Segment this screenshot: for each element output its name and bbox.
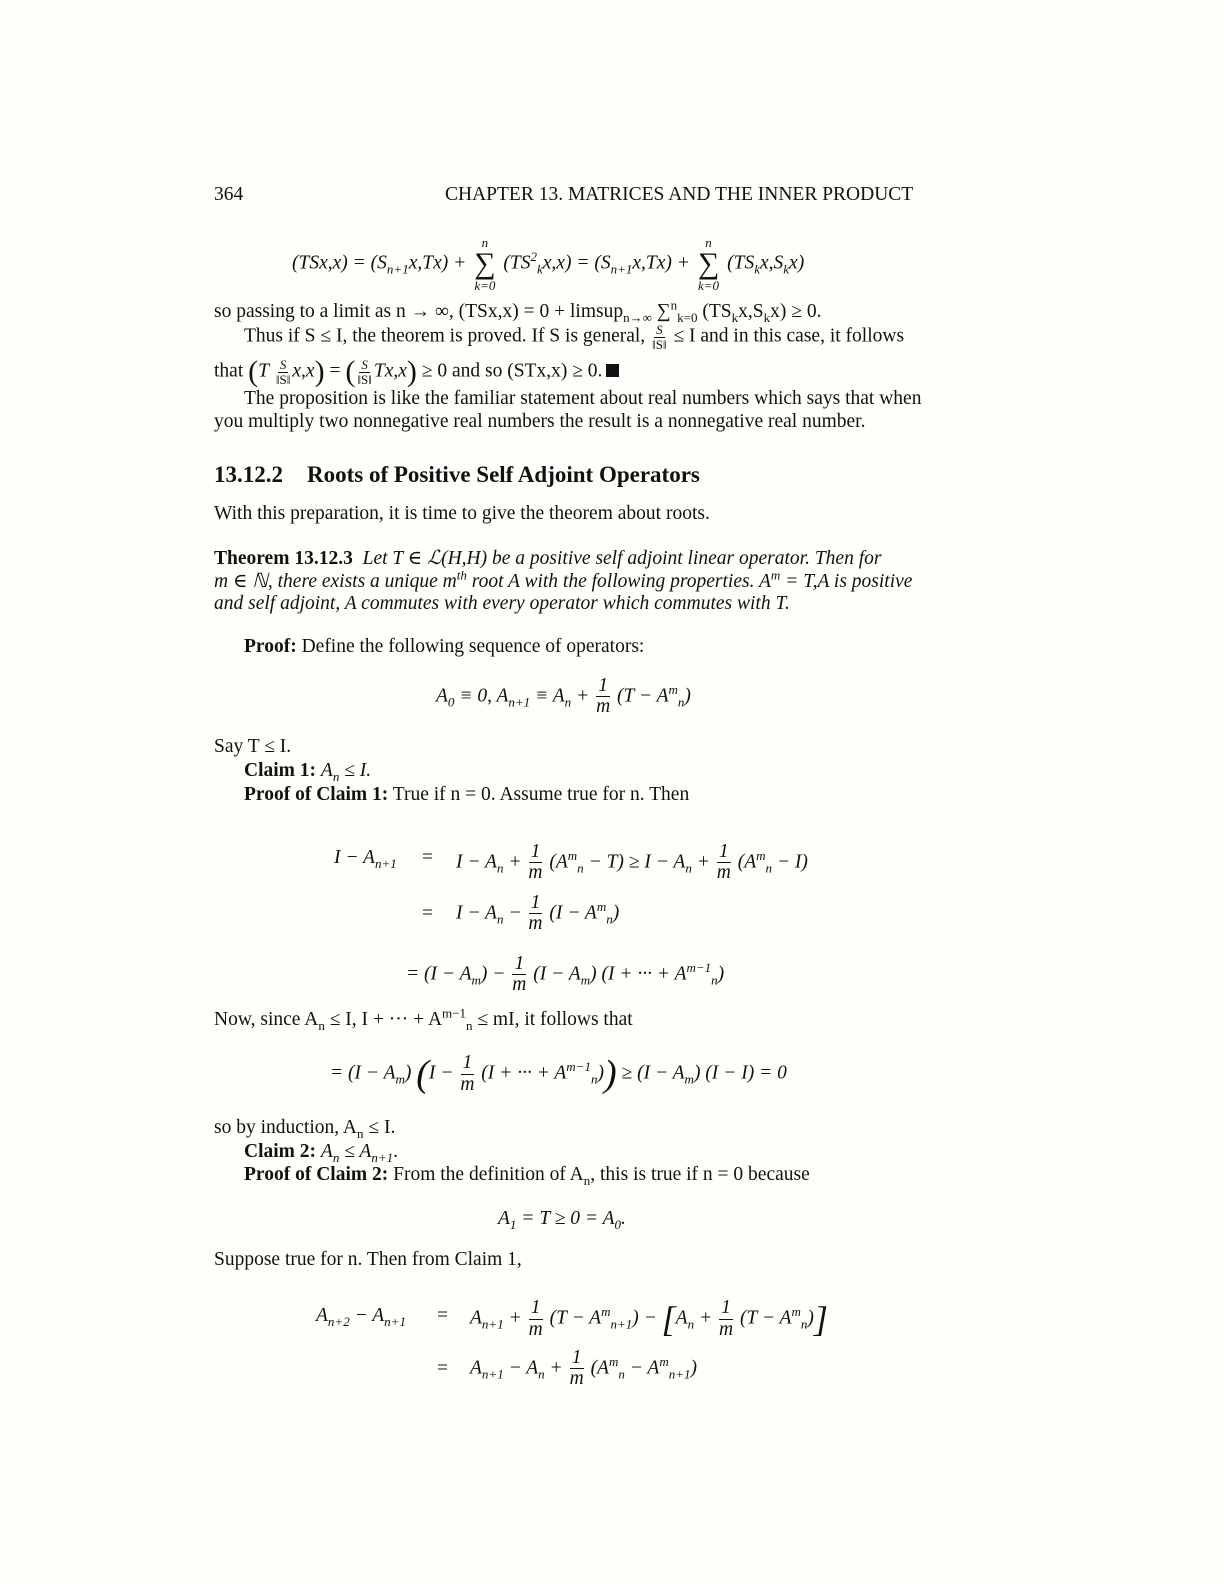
denominator: ‖S‖ <box>275 371 291 387</box>
denominator: m <box>528 862 543 884</box>
sup: n <box>670 297 678 313</box>
text: m ∈ ℕ, there exists a unique m <box>214 571 457 592</box>
sup: m <box>770 567 781 583</box>
eq-sub: k <box>754 261 760 277</box>
sup: m−1 <box>442 1005 466 1021</box>
denominator: ‖S‖ <box>357 371 372 387</box>
text: = (I − A <box>406 963 472 985</box>
text: + <box>691 851 710 873</box>
text: (I − A <box>549 902 597 924</box>
text: so passing to a limit as n → ∞, (TSx,x) = 0 + limsup <box>214 301 624 322</box>
eq-sub: k <box>537 261 543 277</box>
equation-tsx <box>292 236 804 292</box>
sup: m <box>668 681 678 697</box>
text: ) <box>684 685 691 707</box>
sup: m <box>791 1303 801 1319</box>
text: Let T ∈ ℒ(H,H) be a positive self adjoint linear operator. Then for <box>362 548 882 569</box>
eq-text: x,Tx) + <box>632 252 690 274</box>
denominator: m <box>719 1318 734 1340</box>
sub: n+1 <box>610 1316 633 1332</box>
text: ≤ I. <box>339 760 372 781</box>
eq-sup: 2 <box>530 248 537 264</box>
sub: 1 <box>509 1216 517 1232</box>
sub: n <box>765 860 773 876</box>
numerator: 1 <box>718 841 729 862</box>
sub: m <box>580 972 591 988</box>
fraction <box>570 1348 584 1390</box>
sub: k <box>731 309 739 325</box>
relation: = <box>422 847 433 868</box>
claim-label: Claim 2: <box>244 1141 317 1162</box>
bracket: [ <box>661 1299 676 1339</box>
fraction <box>596 676 610 718</box>
sub: n+1 <box>481 1316 504 1332</box>
numerator: S <box>656 322 663 337</box>
text: that <box>214 360 244 382</box>
text: + <box>503 851 522 873</box>
numerator: S <box>279 356 287 372</box>
page-number: 364 <box>214 184 244 205</box>
align-row-3 <box>406 954 724 996</box>
sub: n <box>687 1316 695 1332</box>
text: A <box>470 1307 482 1329</box>
running-title: CHAPTER 13. MATRICES AND THE INNER PRODUCT <box>445 184 914 205</box>
text: = T,A is positive <box>780 571 913 592</box>
fraction <box>652 323 667 351</box>
numerator: S <box>361 356 368 372</box>
claim-label: Claim 1: <box>244 760 317 781</box>
text: − <box>503 902 522 924</box>
theorem-label: Theorem 13.12.3 <box>214 548 353 569</box>
claim-label: Proof of Claim 2: <box>244 1164 389 1185</box>
relation: = <box>437 1358 448 1379</box>
text: ≡ A <box>530 685 565 707</box>
sub: k=0 <box>677 309 698 325</box>
text: True if n = 0. Assume true for n. Then <box>392 784 690 805</box>
text-line: you multiply two nonnegative real numbers the result is a nonnegative real number. <box>214 411 866 432</box>
text: (I + ··· + A <box>481 1062 567 1084</box>
sub: n <box>465 1017 473 1033</box>
align2-row-2 <box>470 1348 697 1390</box>
sup: m <box>567 847 578 863</box>
text-line <box>244 636 644 658</box>
denominator: m <box>596 696 611 718</box>
text: + <box>694 1307 713 1329</box>
denominator: m <box>512 974 527 996</box>
text-line <box>214 1005 633 1033</box>
text: root A with the following properties. A <box>466 571 771 592</box>
sub: n <box>685 860 692 876</box>
sub: n <box>357 1125 364 1141</box>
summation <box>698 236 719 292</box>
eq-sub: n+1 <box>610 261 633 277</box>
theorem-line: and self adjoint, A commutes with every operator which commutes with T. <box>214 593 790 614</box>
sub: n+1 <box>668 1366 691 1382</box>
fraction <box>512 954 526 996</box>
numerator: 1 <box>530 841 541 862</box>
text: I − <box>428 1062 454 1084</box>
paren: ( <box>416 1053 429 1095</box>
text: − T) ≥ I − A <box>583 851 686 873</box>
fraction <box>717 842 731 884</box>
relation: = <box>437 1305 448 1326</box>
text: Now, since A <box>214 1009 319 1030</box>
text: ) <box>612 902 620 924</box>
text: Thus if S ≤ I, the theorem is proved. If S is general, <box>244 325 646 347</box>
sum-lower: k=0 <box>698 278 720 293</box>
sub: m <box>471 972 481 988</box>
definition-equation <box>436 676 691 718</box>
text: (T − A <box>739 1307 792 1329</box>
paren: ) <box>603 1053 617 1095</box>
text: − A <box>349 1305 385 1326</box>
section-title: Roots of Positive Self Adjoint Operators <box>307 462 700 487</box>
sum-upper: n <box>705 235 712 250</box>
text: (I − A <box>533 963 581 985</box>
text: A <box>470 1357 482 1379</box>
sub: n <box>583 1172 591 1188</box>
sub: n <box>677 694 685 710</box>
text: T <box>258 360 269 382</box>
text: ) <box>717 963 725 985</box>
text: − I) <box>772 851 808 873</box>
text: A <box>320 1141 333 1162</box>
text: ) − <box>480 963 506 985</box>
paren: ) <box>314 355 325 388</box>
claim-label: Proof of Claim 1: <box>244 784 389 805</box>
text: ≡ 0, A <box>454 685 509 707</box>
numerator: 1 <box>530 1297 541 1319</box>
text-line <box>214 355 619 389</box>
text: I − A <box>334 847 375 868</box>
eq-text: x,S <box>759 252 784 274</box>
text: ) <box>807 1307 814 1329</box>
text-line <box>244 323 904 351</box>
sup: m <box>601 1303 611 1319</box>
sub: n+1 <box>508 694 531 710</box>
sup: th <box>456 567 467 583</box>
sup: m−1 <box>566 1058 591 1074</box>
paren: ( <box>248 355 259 388</box>
align-row-2 <box>456 893 619 935</box>
text: so by induction, A <box>214 1117 358 1138</box>
text: = <box>329 360 341 382</box>
text-line <box>214 1117 395 1139</box>
eq-text: x,x) = (S <box>542 252 611 274</box>
sub: 0 <box>447 694 455 710</box>
eq-text: (TSx,x) = (S <box>292 252 387 274</box>
sup: m−1 <box>686 959 712 975</box>
numerator: 1 <box>598 675 608 696</box>
align-row-1 <box>334 847 397 869</box>
align-row-1-rhs <box>456 842 808 884</box>
text: x,S <box>738 301 764 322</box>
text: ≤ I and in this case, it follows <box>673 325 905 347</box>
section-number: 13.12.2 <box>214 462 283 487</box>
fraction <box>276 358 291 386</box>
text: ) (I − I) = 0 <box>693 1062 787 1084</box>
sub: 0 <box>614 1216 621 1232</box>
text: . <box>621 1208 626 1229</box>
numerator: 1 <box>514 953 525 974</box>
sub: m <box>684 1071 694 1087</box>
sum-symbol: ∑ <box>474 247 496 280</box>
text: A <box>316 1305 328 1326</box>
text: − A <box>624 1357 660 1379</box>
text: ≤ I. <box>363 1117 396 1138</box>
paren: ( <box>345 355 356 388</box>
align2-row-1 <box>470 1298 828 1340</box>
text: A <box>675 1307 688 1329</box>
text: + <box>571 685 590 707</box>
text: . <box>393 1141 398 1162</box>
theorem-line <box>214 546 881 570</box>
eq-text: x,Tx) + <box>408 252 467 274</box>
sub: n <box>606 911 613 927</box>
sub: n <box>318 1017 325 1033</box>
text-line: The proposition is like the familiar statement about real numbers which says that when <box>244 388 922 409</box>
text: ) (I + ··· + A <box>590 963 687 985</box>
text-line <box>214 297 822 325</box>
text: ) <box>597 1062 604 1084</box>
sum-upper: n <box>481 235 489 250</box>
text: A <box>436 685 448 707</box>
sub: n+1 <box>374 855 397 871</box>
section-heading <box>214 462 700 488</box>
eq-text: (TS <box>727 252 755 274</box>
sub: k <box>763 309 771 325</box>
equation-a1 <box>498 1208 626 1230</box>
text: = (I − A <box>330 1062 396 1084</box>
sub: n+1 <box>384 1313 406 1329</box>
sub: n <box>590 1071 598 1087</box>
sub: n→∞ <box>623 309 652 325</box>
numerator: 1 <box>571 1347 582 1368</box>
proof-claim-2 <box>244 1164 810 1186</box>
sub: n <box>496 911 504 927</box>
denominator: m <box>716 862 731 884</box>
sum-lower: k=0 <box>474 278 496 293</box>
text: ≤ I, I + ··· + A <box>324 1009 443 1030</box>
text: x,x <box>292 360 315 382</box>
text: ) − <box>632 1307 657 1329</box>
text: A <box>320 760 333 781</box>
text: ≤ mI, it follows that <box>472 1009 633 1030</box>
numerator: 1 <box>462 1052 473 1074</box>
proof-claim-1 <box>244 784 689 806</box>
fraction <box>528 842 542 884</box>
denominator: m <box>528 1318 543 1340</box>
text: ) <box>404 1062 412 1084</box>
text-line: With this preparation, it is time to give the theorem about roots. <box>214 503 710 524</box>
sub: n+1 <box>481 1366 504 1382</box>
numerator: 1 <box>721 1297 731 1319</box>
text: I − A <box>456 851 497 873</box>
text: From the definition of A <box>393 1164 584 1185</box>
paren: ) <box>406 355 417 388</box>
text: − A <box>503 1357 539 1379</box>
sum-symbol: ∑ <box>656 301 671 322</box>
fraction <box>529 1298 543 1340</box>
text: ≥ (I − A <box>621 1062 685 1084</box>
text: (A <box>737 851 757 873</box>
denominator: m <box>569 1368 584 1390</box>
text: Tx,x <box>373 360 407 382</box>
relation: = <box>422 903 433 924</box>
summation <box>474 236 495 292</box>
text: A <box>498 1208 510 1229</box>
sub: n <box>332 1149 340 1165</box>
text: ≤ A <box>339 1141 372 1162</box>
eq-text: x) <box>789 252 805 274</box>
sub: n+1 <box>371 1149 394 1165</box>
text: (A <box>590 1357 609 1379</box>
denominator: ‖S‖ <box>652 336 667 352</box>
qed-square-icon <box>606 364 619 377</box>
denominator: m <box>460 1073 475 1095</box>
text: Define the following sequence of operators: <box>301 636 645 657</box>
claim-1 <box>244 760 371 782</box>
sub: n <box>577 860 584 876</box>
sub: n <box>564 694 572 710</box>
sub: m <box>395 1071 405 1087</box>
text: ≥ 0 and so (STx,x) ≥ 0. <box>421 360 603 382</box>
align2-lhs <box>316 1305 406 1327</box>
text: + <box>544 1357 563 1379</box>
text: (T − A <box>617 685 669 707</box>
eq-sub: n+1 <box>386 261 409 277</box>
text: (TS <box>702 301 732 322</box>
sum-symbol: ∑ <box>697 247 720 280</box>
numerator: 1 <box>530 892 541 913</box>
text: I − A <box>456 902 497 924</box>
claim-2 <box>244 1141 398 1163</box>
fraction <box>357 358 372 386</box>
text: (A <box>549 851 568 873</box>
theorem-line <box>214 569 912 593</box>
bracket: ] <box>813 1299 828 1339</box>
sub: n <box>800 1316 808 1332</box>
sup: m <box>659 1353 669 1369</box>
proof-label: Proof: <box>244 636 297 657</box>
eq-text: (TS <box>503 252 531 274</box>
sub: n <box>711 972 718 988</box>
text-line: Say T ≤ I. <box>214 736 292 757</box>
text-line: Suppose true for n. Then from Claim 1, <box>214 1249 522 1270</box>
fraction <box>719 1298 733 1340</box>
text: , this is true if n = 0 because <box>590 1164 810 1185</box>
sub: n <box>496 860 504 876</box>
sub: n <box>538 1366 545 1382</box>
sup: m <box>756 847 766 863</box>
eq-sub: k <box>783 261 790 277</box>
fraction <box>460 1053 474 1095</box>
sub: n+2 <box>327 1313 350 1329</box>
denominator: m <box>528 913 543 935</box>
text: ) <box>690 1357 697 1379</box>
text: x) ≥ 0. <box>770 301 822 322</box>
sup: m <box>608 1353 619 1369</box>
fraction <box>528 893 542 935</box>
text: + <box>503 1307 522 1329</box>
sup: m <box>596 898 607 914</box>
text: = T ≥ 0 = A <box>516 1208 615 1229</box>
text: (T − A <box>549 1307 602 1329</box>
equation-final <box>330 1052 787 1096</box>
sub: n <box>332 768 340 784</box>
sub: n <box>618 1366 625 1382</box>
